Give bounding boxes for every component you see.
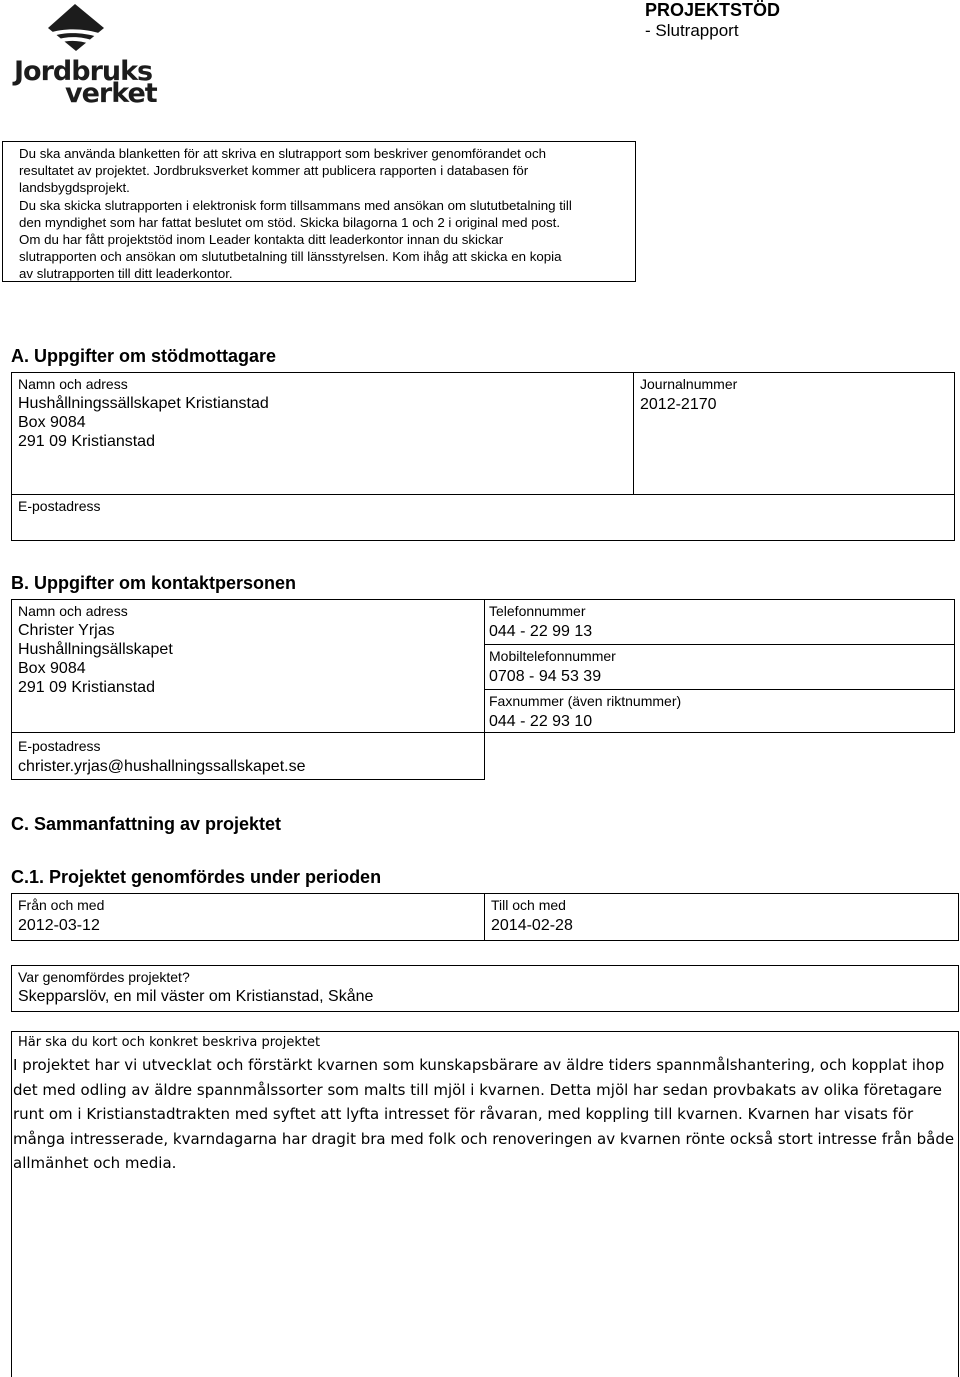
section-c-where-field[interactable] bbox=[11, 965, 959, 1012]
section-a-name-field[interactable] bbox=[11, 372, 634, 495]
section-b-name-label: Namn och adress bbox=[18, 603, 128, 619]
instruction-line: resultatet av projektet. Jordbruksverket kommer att publicera rapporten i databasen för bbox=[19, 163, 529, 179]
section-a-name-value: Hushållningssällskapet Kristianstad Box 9084 291 09 Kristianstad bbox=[18, 395, 269, 450]
section-a-email-label: E-postadress bbox=[18, 498, 101, 514]
section-b-fax-value: 044 - 22 93 10 bbox=[489, 713, 593, 730]
instruction-line: av slutrapporten till ditt leaderkontor. bbox=[19, 266, 233, 282]
section-c-where-label: Var genomfördes projektet? bbox=[18, 969, 190, 985]
jordbruksverket-logo bbox=[10, 2, 157, 109]
section-c-from-value: 2012-03-12 bbox=[18, 917, 100, 934]
logo-emblem-icon bbox=[10, 2, 157, 109]
instructions-box bbox=[2, 141, 636, 282]
section-c1-heading: C.1. Projektet genomfördes under perioden bbox=[11, 867, 382, 887]
section-c-description-field[interactable] bbox=[11, 1031, 959, 1377]
section-b-name-field[interactable] bbox=[11, 599, 485, 733]
document-subtitle: - Slutrapport bbox=[645, 21, 739, 40]
document-title: PROJEKTSTÖD bbox=[645, 0, 781, 20]
section-b-name-value: Christer Yrjas Hushållningsällskapet Box 9084 291 09 Kristianstad bbox=[18, 622, 173, 696]
instruction-line: Om du har fått projektstöd inom Leader kontakta ditt leaderkontor innan du skickar bbox=[19, 232, 504, 248]
svg-text:Jordbruks: Jordbruks bbox=[14, 56, 153, 87]
section-c-to-value: 2014-02-28 bbox=[491, 917, 573, 934]
section-a-journal-field[interactable] bbox=[633, 372, 955, 495]
section-b-mobile-field[interactable] bbox=[484, 644, 955, 690]
section-b-phone-label: Telefonnummer bbox=[489, 603, 586, 619]
section-a-name-label: Namn och adress bbox=[18, 376, 128, 392]
instruction-line: Du ska använda blanketten för att skriva en slutrapport som beskriver genomförandet och bbox=[19, 146, 546, 161]
section-b-phone-field[interactable] bbox=[484, 599, 955, 645]
section-a-journal-label: Journalnummer bbox=[640, 376, 738, 392]
instruction-line: Du ska skicka slutrapporten i elektronisk form tillsammans med ansökan om slututbetalning till bbox=[19, 197, 572, 213]
section-b-email-field[interactable] bbox=[11, 732, 485, 780]
section-b-phone-value: 044 - 22 99 13 bbox=[489, 623, 593, 640]
section-c-where-value: Skepparslöv, en mil väster om Kristianstad, Skåne bbox=[18, 988, 374, 1005]
section-b-email-value: christer.yrjas@hushallningssallskapet.se bbox=[18, 758, 306, 775]
section-c-description-value: I projektet har vi utvecklat och förstärkt kvarnen som kunskapsbärare av äldre tiders spannmålshantering, och kopplat ihop det med odling av äldre spannmålssorter som malts till mjöl i kvarnen. Detta mjöl har sedan provbakats av olika företagare runt om i Kristianstadtrakten med syftet att lyfta intresset för råvaran, med koppling till kvarnen. Kvarnen har visats för många intresserade, kvarndagarna har dragit bra med folk och renoveringen av kvarnen rönte också stort intresse från både allmänhet och media. bbox=[13, 1056, 955, 1173]
instruction-line: den myndighet som har fattat beslutet om stöd. Skicka bilagorna 1 och 2 i original med post. bbox=[19, 214, 561, 230]
section-c-heading: C. Sammanfattning av projektet bbox=[11, 814, 282, 834]
section-c-to-field[interactable] bbox=[484, 893, 959, 941]
section-b-heading: B. Uppgifter om kontaktpersonen bbox=[11, 573, 297, 593]
section-a-heading: A. Uppgifter om stödmottagare bbox=[11, 346, 277, 366]
section-a-email-field[interactable] bbox=[11, 494, 955, 541]
section-b-fax-field[interactable] bbox=[484, 689, 955, 733]
instruction-line: landsbygdsprojekt. bbox=[19, 180, 130, 196]
svg-text:verket: verket bbox=[65, 78, 157, 109]
section-c-from-label: Från och med bbox=[18, 897, 105, 913]
section-c-description-label: Här ska du kort och konkret beskriva projektet bbox=[18, 1035, 321, 1050]
section-b-mobile-value: 0708 - 94 53 39 bbox=[489, 668, 602, 685]
instruction-line: slutrapporten och ansökan om slututbetalning till länsstyrelsen. Kom ihåg att skicka en kopia bbox=[19, 249, 562, 265]
section-b-email-label: E-postadress bbox=[18, 738, 101, 754]
section-c-from-field[interactable] bbox=[11, 893, 485, 941]
section-b-mobile-label: Mobiltelefonnummer bbox=[489, 648, 616, 664]
section-a-journal-value: 2012-2170 bbox=[640, 396, 717, 413]
section-c-to-label: Till och med bbox=[491, 897, 566, 913]
section-b-fax-label: Faxnummer (även riktnummer) bbox=[489, 693, 682, 709]
